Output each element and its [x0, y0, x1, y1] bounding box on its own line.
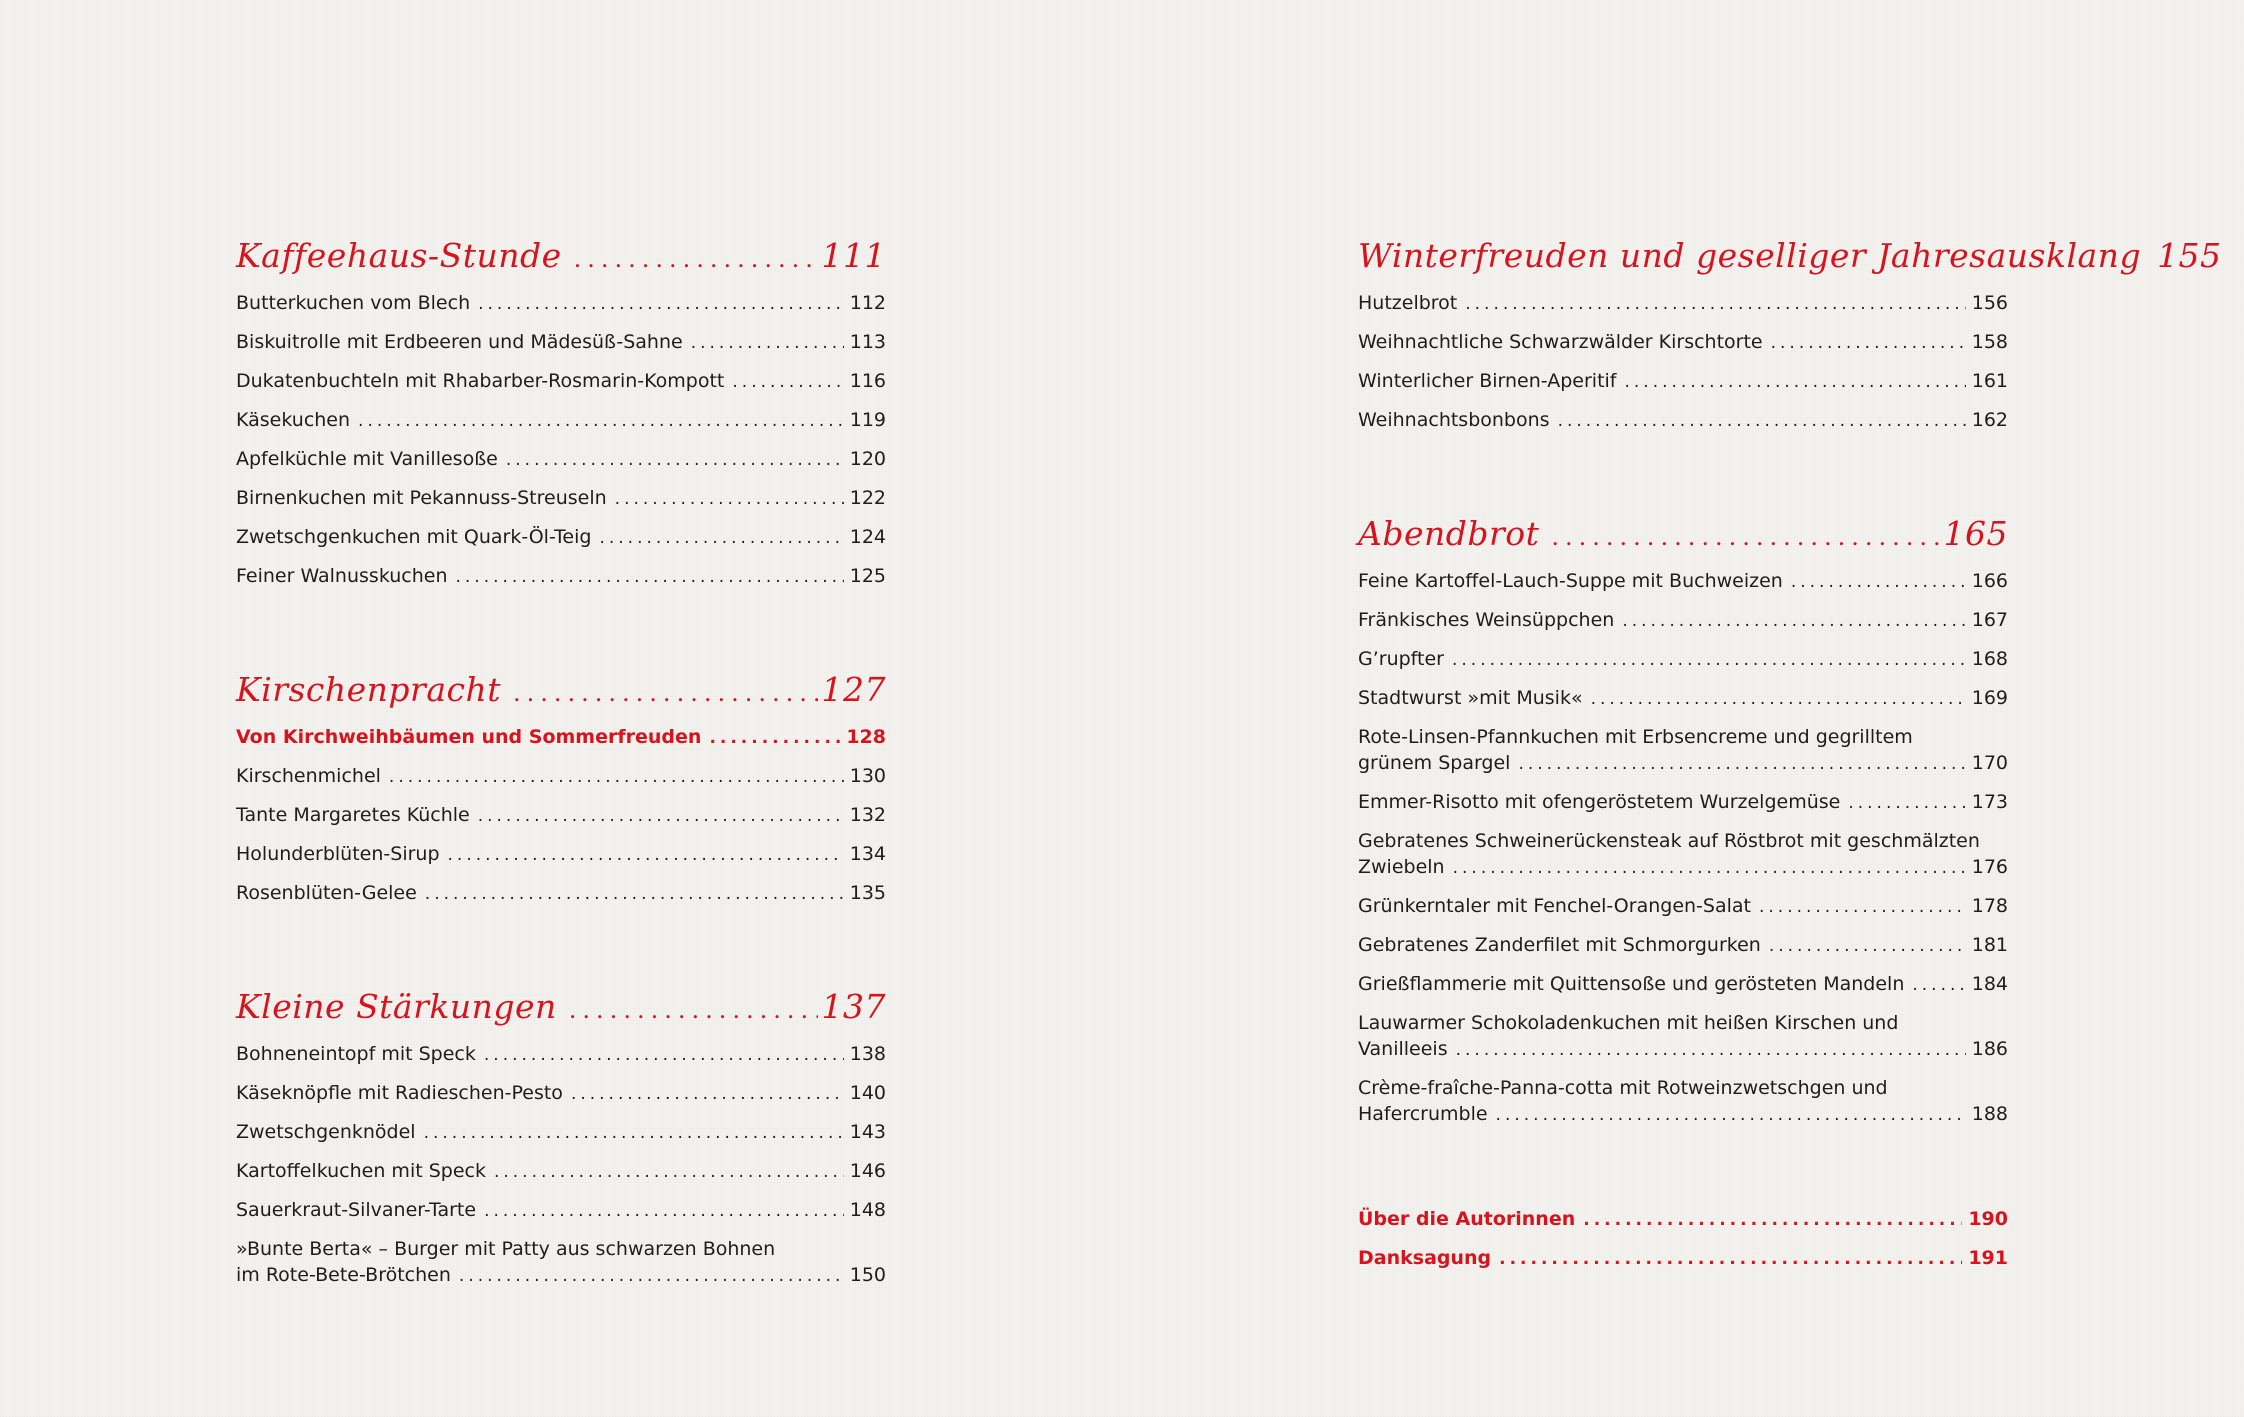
toc-entry[interactable] — [236, 284, 886, 323]
entry-title: Feiner Walnusskuchen — [236, 565, 448, 587]
toc-entry[interactable] — [236, 440, 886, 479]
section-heading[interactable] — [236, 979, 886, 1035]
dot-leader — [506, 447, 844, 473]
section-heading[interactable] — [1358, 228, 2222, 284]
toc-entry[interactable] — [1358, 323, 2008, 362]
entry-page: 191 — [1968, 1247, 2008, 1269]
entry-title: Gebratenes Zanderfilet mit Schmorgurken — [1358, 934, 1761, 956]
entry-title: Weihnachtsbonbons — [1358, 409, 1550, 431]
toc-entry[interactable] — [1358, 887, 2008, 926]
toc-entry[interactable] — [236, 1113, 886, 1152]
entry-page: 143 — [849, 1121, 886, 1143]
toc-entry[interactable] — [1358, 562, 2008, 601]
dot-leader — [478, 803, 844, 829]
toc-entry[interactable] — [236, 757, 886, 796]
dot-leader — [571, 1081, 844, 1107]
toc-section-winterfreuden — [1358, 228, 2222, 440]
entry-page: 156 — [1971, 292, 2008, 314]
entry-title: Winterlicher Birnen-Aperitif — [1358, 370, 1617, 392]
entry-page: 158 — [1971, 331, 2008, 353]
section-heading[interactable] — [236, 662, 886, 718]
toc-entry-multiline[interactable] — [1358, 1069, 2008, 1134]
entry-title: Holunderblüten-Sirup — [236, 843, 440, 865]
entry-page: 122 — [849, 487, 886, 509]
toc-entry[interactable] — [236, 1152, 886, 1191]
section-title: Kaffeehaus-Stunde — [236, 236, 562, 275]
section-title: Kirschenpracht — [236, 670, 502, 709]
dot-leader — [691, 330, 844, 356]
entry-page: 113 — [849, 331, 886, 353]
section-title: Kleine Stärkungen — [236, 987, 557, 1026]
dot-leader — [574, 231, 818, 287]
section-page: 165 — [1943, 514, 2008, 553]
dot-leader — [1791, 569, 1966, 595]
entry-title: Grießflammerie mit Quittensoße und gerösteten Mandeln — [1358, 973, 1905, 995]
entry-page: 184 — [1971, 973, 2008, 995]
dot-leader — [425, 881, 844, 907]
entry-page: 176 — [1971, 856, 2008, 878]
entry-page: 112 — [849, 292, 886, 314]
entry-page: 170 — [1971, 752, 2008, 774]
toc-section-kirschenpracht — [236, 662, 886, 913]
entry-title: Sauerkraut-Silvaner-Tarte — [236, 1199, 477, 1221]
toc-entry[interactable] — [1358, 926, 2008, 965]
toc-entry[interactable] — [1358, 284, 2008, 323]
entry-page: 124 — [849, 526, 886, 548]
dot-leader — [478, 291, 844, 317]
dot-leader — [1848, 790, 1965, 816]
toc-entry[interactable] — [236, 479, 886, 518]
entry-title: Biskuitrolle mit Erdbeeren und Mädesüß-Sahne — [236, 331, 683, 353]
entry-title: Danksagung — [1358, 1247, 1492, 1269]
toc-section-kaffeehaus — [236, 228, 886, 596]
dot-leader — [1558, 408, 1966, 434]
entry-page: 128 — [846, 726, 886, 748]
entry-title: Käseknöpfle mit Radieschen-Pesto — [236, 1082, 563, 1104]
section-page: 137 — [821, 987, 886, 1026]
toc-entry[interactable] — [1358, 601, 2008, 640]
entry-title: Von Kirchweihbäumen und Sommerfreuden — [236, 726, 702, 748]
entry-title: Hutzelbrot — [1358, 292, 1458, 314]
entry-title-line2: im Rote-Bete-Brötchen — [236, 1264, 451, 1286]
entry-title: Käsekuchen — [236, 409, 351, 431]
dot-leader — [1769, 933, 1966, 959]
section-title: Abendbrot — [1358, 514, 1540, 553]
toc-entry-multiline[interactable] — [1358, 822, 2008, 887]
entry-page: 150 — [849, 1264, 886, 1286]
entry-title-line1: Lauwarmer Schokoladenkuchen mit heißen Kirschen und — [1358, 1012, 1899, 1034]
toc-entry[interactable] — [1358, 362, 2008, 401]
entry-page: 119 — [849, 409, 886, 431]
dot-leader — [1551, 509, 1939, 565]
entry-title-line2: Zwiebeln — [1358, 856, 1445, 878]
dot-leader — [1499, 1246, 1962, 1272]
toc-section-appendix — [1358, 1200, 2008, 1278]
entry-page: 162 — [1971, 409, 2008, 431]
dot-leader — [709, 725, 840, 751]
entry-page: 178 — [1971, 895, 2008, 917]
toc-section-abendbrot — [1358, 506, 2008, 1134]
entry-title-line2: Vanilleeis — [1358, 1038, 1448, 1060]
toc-entry[interactable] — [236, 1074, 886, 1113]
entry-title: Zwetschgenknödel — [236, 1121, 416, 1143]
dot-leader — [1583, 1207, 1962, 1233]
toc-entry[interactable] — [236, 557, 886, 596]
dot-leader — [424, 1120, 844, 1146]
entry-title: Apfelküchle mit Vanillesoße — [236, 448, 498, 470]
dot-leader — [1625, 369, 1966, 395]
dot-leader — [484, 1042, 844, 1068]
toc-entry[interactable] — [1358, 783, 2008, 822]
dot-leader — [1622, 608, 1965, 634]
dot-leader — [389, 764, 844, 790]
entry-page: 140 — [849, 1082, 886, 1104]
entry-title-line1: Crème-fraîche-Panna-cotta mit Rotweinzwetschgen und — [1358, 1077, 1888, 1099]
entry-title-line2: Hafercrumble — [1358, 1103, 1488, 1125]
dot-leader — [484, 1198, 844, 1224]
dot-leader — [358, 408, 844, 434]
entry-page: 135 — [849, 882, 886, 904]
toc-entry[interactable] — [236, 835, 886, 874]
toc-entry[interactable] — [236, 874, 886, 913]
toc-entry-multiline[interactable] — [1358, 1004, 2008, 1069]
entry-title-line1: Rote-Linsen-Pfannkuchen mit Erbsencreme und gegrilltem — [1358, 726, 1913, 748]
entry-title: Emmer-Risotto mit ofengeröstetem Wurzelgemüse — [1358, 791, 1841, 813]
toc-entry[interactable] — [1358, 640, 2008, 679]
section-heading[interactable] — [1358, 506, 2008, 562]
entry-title: Rosenblüten-Gelee — [236, 882, 417, 904]
toc-entry[interactable] — [236, 518, 886, 557]
entry-title: Zwetschgenkuchen mit Quark-Öl-Teig — [236, 526, 592, 548]
entry-page: 130 — [849, 765, 886, 787]
dot-leader — [1456, 1037, 1966, 1063]
dot-leader — [1771, 330, 1966, 356]
entry-title-line2: grünem Spargel — [1358, 752, 1511, 774]
toc-entry[interactable] — [236, 323, 886, 362]
dot-leader — [494, 1159, 844, 1185]
entry-page: 188 — [1971, 1103, 2008, 1125]
entry-page: 132 — [849, 804, 886, 826]
entry-title: Über die Autorinnen — [1358, 1208, 1576, 1230]
entry-title-line1: Gebratenes Schweinerückensteak auf Röstbrot mit geschmälzten — [1358, 830, 1980, 852]
toc-section-kleine-staerkungen — [236, 979, 886, 1295]
toc-entry-highlight[interactable] — [236, 718, 886, 757]
entry-page: 181 — [1971, 934, 2008, 956]
entry-title: G’rupfter — [1358, 648, 1444, 670]
entry-page: 120 — [849, 448, 886, 470]
toc-column-right — [1358, 228, 2222, 1344]
toc-entry[interactable] — [236, 401, 886, 440]
entry-page: 148 — [849, 1199, 886, 1221]
dot-leader — [513, 665, 817, 721]
entry-title: Butterkuchen vom Blech — [236, 292, 471, 314]
toc-entry[interactable] — [1358, 965, 2008, 1004]
section-page: 111 — [821, 236, 886, 275]
entry-title: Bohneneintopf mit Speck — [236, 1043, 476, 1065]
entry-page: 169 — [1971, 687, 2008, 709]
toc-entry-highlight[interactable] — [1358, 1239, 2008, 1278]
entry-page: 134 — [849, 843, 886, 865]
entry-title: Kirschenmichel — [236, 765, 381, 787]
entry-title: Kartoffelkuchen mit Speck — [236, 1160, 486, 1182]
entry-title: Weihnachtliche Schwarzwälder Kirschtorte — [1358, 331, 1763, 353]
dot-leader — [1452, 647, 1966, 673]
dot-leader — [448, 842, 844, 868]
entry-page: 116 — [849, 370, 886, 392]
entry-page: 125 — [849, 565, 886, 587]
dot-leader — [1518, 751, 1965, 777]
entry-title: Birnenkuchen mit Pekannuss-Streuseln — [236, 487, 607, 509]
entry-title: Grünkerntaler mit Fenchel-Orangen-Salat — [1358, 895, 1751, 917]
entry-page: 138 — [849, 1043, 886, 1065]
entry-page: 146 — [849, 1160, 886, 1182]
dot-leader — [1759, 894, 1966, 920]
dot-leader — [456, 564, 844, 590]
toc-entry[interactable] — [236, 1035, 886, 1074]
toc-entry-highlight[interactable] — [1358, 1200, 2008, 1239]
entry-page: 161 — [1971, 370, 2008, 392]
section-title: Winterfreuden und geselliger Jahresausklang — [1358, 236, 2142, 275]
toc-entry-multiline[interactable] — [1358, 718, 2008, 783]
entry-title: Fränkisches Weinsüppchen — [1358, 609, 1615, 631]
entry-title: Stadtwurst »mit Musik« — [1358, 687, 1583, 709]
entry-title: Dukatenbuchteln mit Rhabarber-Rosmarin-Kompott — [236, 370, 725, 392]
toc-entry[interactable] — [236, 1191, 886, 1230]
dot-leader — [569, 982, 818, 1038]
dot-leader — [459, 1263, 844, 1289]
toc-column-left — [236, 228, 886, 1361]
dot-leader — [732, 369, 843, 395]
dot-leader — [615, 486, 844, 512]
entry-title: Feine Kartoffel-Lauch-Suppe mit Buchweizen — [1358, 570, 1783, 592]
dot-leader — [1453, 855, 1966, 881]
toc-entry[interactable] — [1358, 401, 2008, 440]
entry-title: Tante Margaretes Küchle — [236, 804, 470, 826]
dot-leader — [1912, 972, 1965, 998]
entry-page: 173 — [1971, 791, 2008, 813]
toc-entry-multiline[interactable] — [236, 1230, 886, 1295]
entry-page: 186 — [1971, 1038, 2008, 1060]
entry-page: 167 — [1971, 609, 2008, 631]
entry-title-line1: »Bunte Berta« – Burger mit Patty aus schwarzen Bohnen — [236, 1238, 776, 1260]
section-heading[interactable] — [236, 228, 886, 284]
section-page: 127 — [821, 670, 886, 709]
dot-leader — [599, 525, 843, 551]
toc-entry[interactable] — [236, 362, 886, 401]
section-page: 155 — [2157, 236, 2222, 275]
entry-page: 168 — [1971, 648, 2008, 670]
dot-leader — [1465, 291, 1965, 317]
entry-page: 190 — [1968, 1208, 2008, 1230]
toc-entry[interactable] — [1358, 679, 2008, 718]
toc-entry[interactable] — [236, 796, 886, 835]
dot-leader — [1591, 686, 1966, 712]
entry-page: 166 — [1971, 570, 2008, 592]
dot-leader — [1496, 1102, 1966, 1128]
